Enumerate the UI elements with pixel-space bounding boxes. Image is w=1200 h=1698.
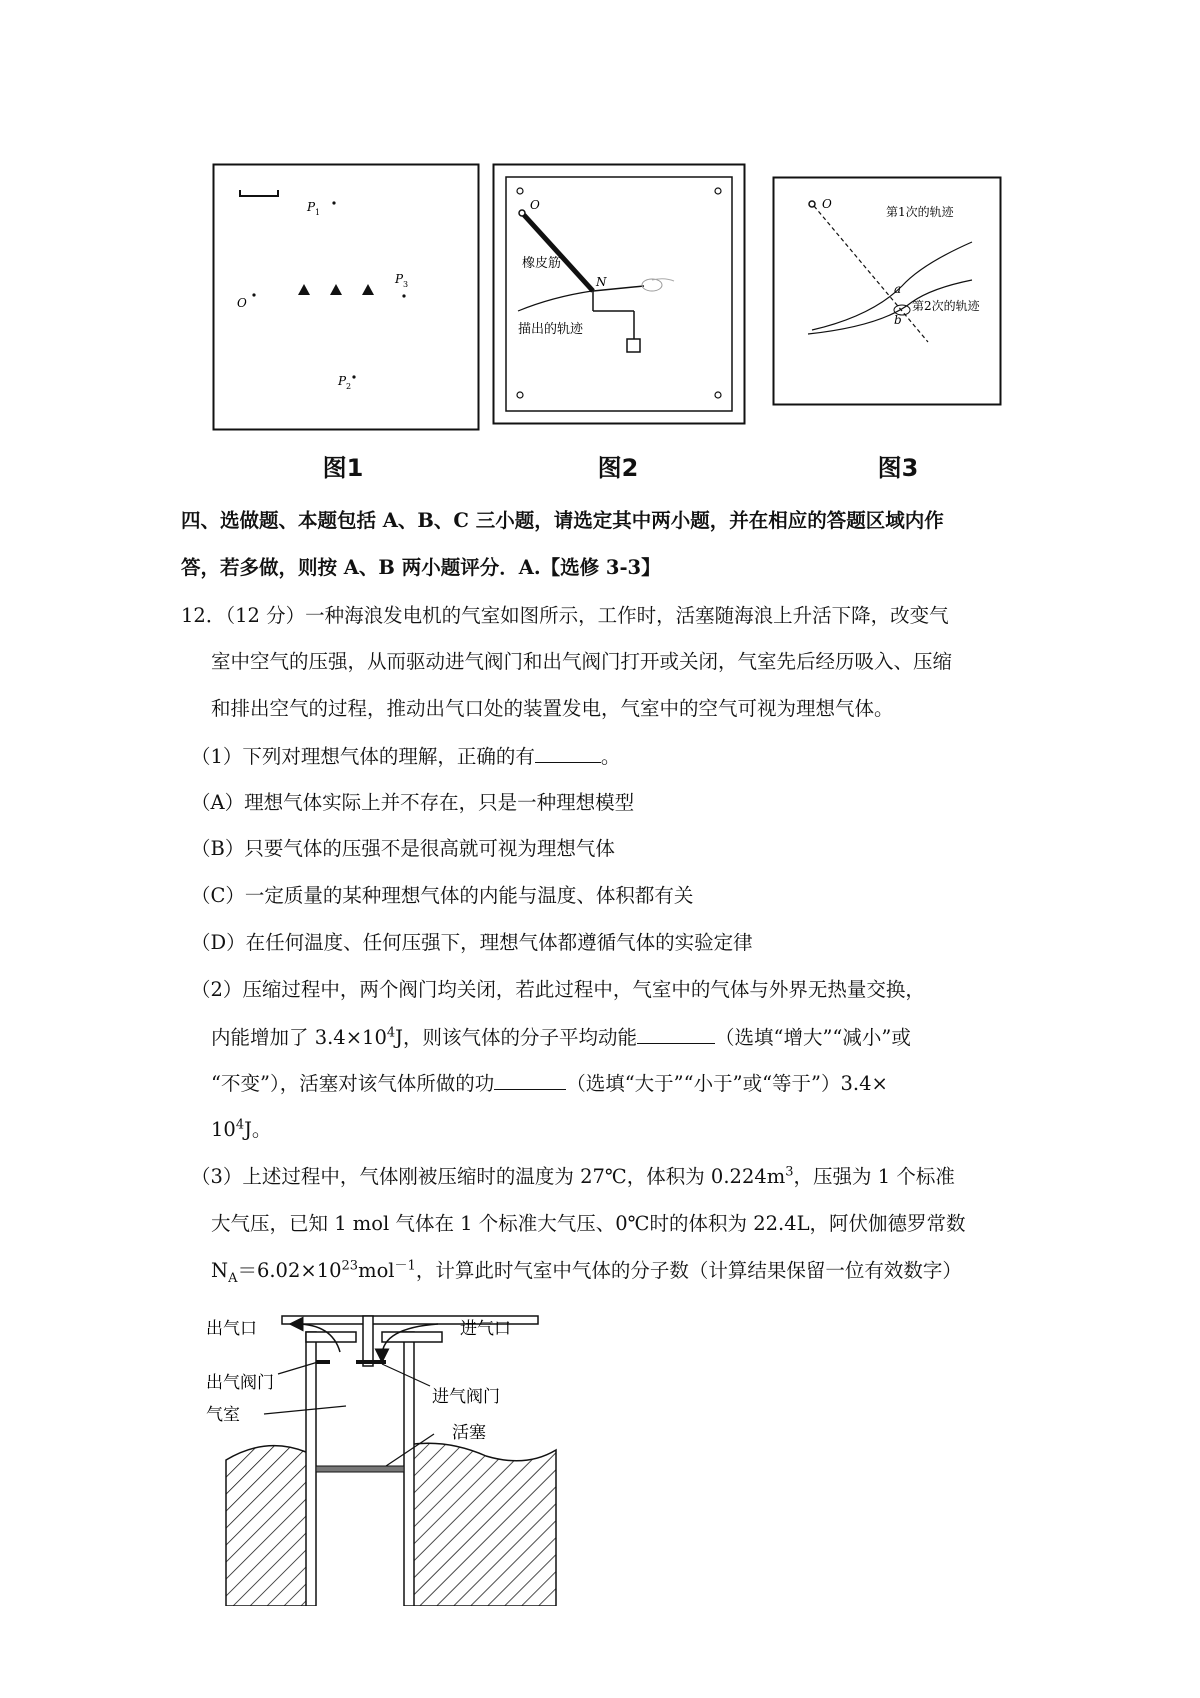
subquestion-2: “不变”），活塞对该气体所做的功 （选填“大于”“小于”或“等于”）3.4× [211, 1072, 888, 1095]
question-stem: 12．（12 分）一种海浪发电机的气室如图所示，工作时，活塞随海浪上升活下降，改变气 [181, 604, 949, 627]
label-a: a [894, 282, 902, 296]
figure-2 [492, 163, 746, 425]
figure-1-caption: 图1 [322, 454, 364, 482]
subquestion-3: （3）上述过程中，气体刚被压缩时的温度为 27℃，体积为 $0.224m^3$，压强为 1 个标准 [191, 1164, 955, 1188]
svg-text:3: 3 [403, 280, 409, 289]
label-track1: 第1次的轨迹 [886, 205, 954, 219]
subquestion-3: 大气压，已知 1 mol 气体在 1 个标准大气压、0℃时的体积为 22.4L，阿伏伽德罗常数 [211, 1212, 966, 1235]
label-outlet-valve: 出气阀门 [206, 1373, 274, 1393]
label-inlet-valve: 进气阀门 [432, 1387, 500, 1407]
label-piston: 活塞 [452, 1423, 486, 1443]
label-p1: P [307, 200, 316, 214]
inlet-valve [356, 1360, 386, 1364]
subquestion-2: $10^4J$。 [211, 1117, 272, 1141]
label-n: N [596, 275, 607, 289]
label-track2: 第2次的轨迹 [912, 299, 980, 313]
svg-text:1: 1 [315, 208, 321, 217]
section-heading: 四、选做题、本题包括 A、B、C 三小题，请选定其中两小题，并在相应的答题区域内作 [181, 509, 944, 532]
label-p2: P [338, 374, 347, 388]
subquestion-1: （1）下列对理想气体的理解，正确的有 。 [191, 745, 621, 768]
subquestion-3: $N_A=6.02\times 10^{23}mol^{-1}$，计算此时气室中气体的分子数（计算结果保留一位有效数字） [211, 1258, 962, 1286]
label-o: O [822, 197, 832, 211]
answer-blank[interactable] [637, 1025, 715, 1044]
label-band: 橡皮筋 [522, 256, 562, 271]
option-a: （A）理想气体实际上并不存在，只是一种理想模型 [191, 791, 635, 814]
label-inlet: 进气口 [460, 1319, 511, 1339]
subquestion-2: （2）压缩过程中，两个阀门均关闭，若此过程中，气室中的气体与外界无热量交换， [191, 978, 925, 1001]
question-stem: 和排出空气的过程，推动出气口处的装置发电，气室中的空气可视为理想气体。 [211, 697, 894, 720]
label-p3: P [395, 272, 404, 286]
piston [316, 1466, 404, 1472]
figure-3 [772, 176, 1002, 406]
svg-text:2: 2 [346, 382, 352, 391]
weight-block [627, 339, 640, 352]
option-c: （C）一定质量的某种理想气体的内能与温度、体积都有关 [191, 884, 694, 907]
label-o: O [530, 198, 540, 212]
figure-1 [212, 163, 480, 431]
subquestion-2: 内能增加了 $3.4\times 10^4J$，则该气体的分子平均动能 （选填“增大”“减小”或 [211, 1025, 911, 1049]
label-track: 描出的轨迹 [518, 322, 584, 337]
figure-3-caption: 图3 [877, 454, 919, 482]
answer-blank[interactable] [494, 1071, 566, 1090]
label-o: O [237, 296, 247, 310]
wave-generator-diagram [206, 1310, 566, 1606]
figure-2-caption: 图2 [597, 454, 639, 482]
question-stem: 室中空气的压强，从而驱动进气阀门和出气阀门打开或关闭，气室先后经历吸入、压缩 [211, 650, 953, 673]
section-heading: 答，若多做，则按 A、B 两小题评分．A.【选修 3-3】 [181, 556, 661, 579]
answer-blank[interactable] [535, 744, 601, 763]
option-d: （D）在任何温度、任何压强下，理想气体都遵循气体的实验定律 [191, 931, 753, 954]
label-b: b [894, 313, 902, 327]
outlet-valve [316, 1360, 330, 1364]
option-b: （B）只要气体的压强不是很高就可视为理想气体 [191, 837, 615, 860]
label-chamber: 气室 [206, 1405, 240, 1425]
label-outlet: 出气口 [206, 1319, 257, 1339]
